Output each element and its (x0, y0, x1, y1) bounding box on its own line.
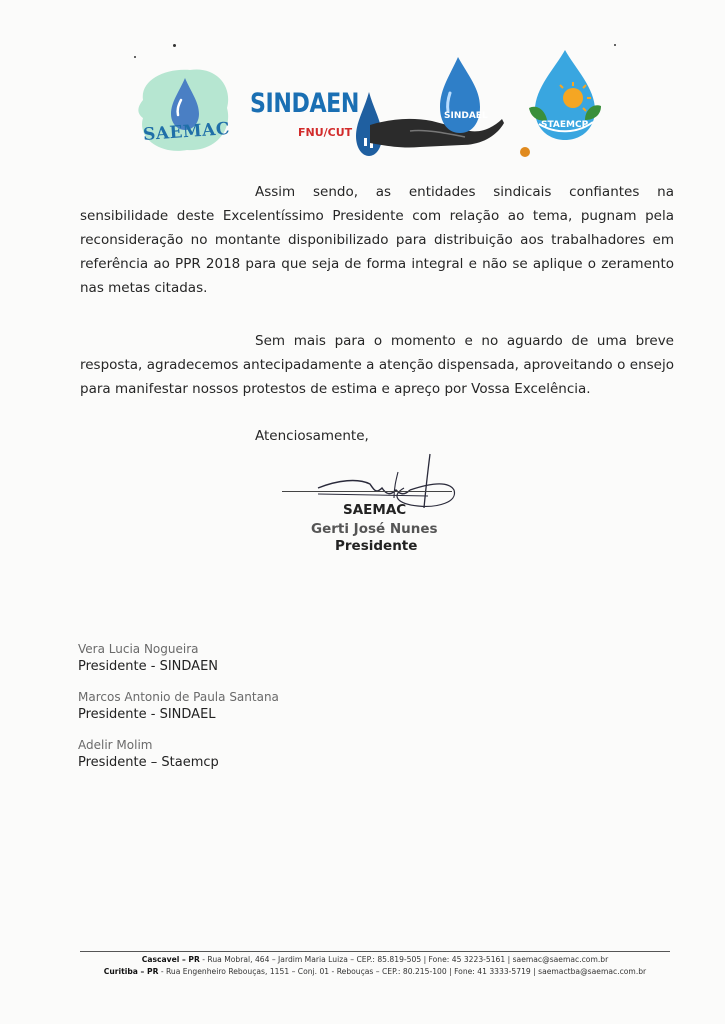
footer-address-cascavel (80, 955, 670, 964)
saemac-logo (135, 60, 235, 158)
sindael-logo (370, 53, 505, 163)
scan-speck (614, 44, 616, 46)
sindaen-fnu-cut-text: FNU/CUT (298, 126, 353, 139)
signature-line (282, 491, 452, 492)
logo-header (130, 48, 630, 168)
signature-org: SAEMAC (343, 502, 407, 518)
saemac-logo-text: SAEMAC (142, 118, 231, 146)
paragraph-2-text: Sem mais para o momento e no aguardo de uma breve resposta, agradecemos antecipadamente a atenção dispensada, aproveitando o ensejo para manifestar nossos protestos de estima e apreço por Vossa Excelência. (80, 333, 674, 397)
paragraph-1-text: Assim sendo, as entidades sindicais confiantes na sensibilidade deste Excelentíssimo Presidente com relação ao tema, pugnam pela reconsideração no montante disponibilizado para distribuição aos trabalhadores em referência ao PPR 2018 para que seja de forma integral e não se aplique o zeramento nas metas citadas. (80, 184, 674, 296)
signer-name: Vera Lucia Nogueira (78, 642, 199, 656)
signer-block (78, 640, 218, 676)
scan-speck (134, 56, 136, 58)
signer-block (78, 688, 279, 724)
signer-role: Presidente - SINDAEN (78, 659, 219, 674)
sindaen-logo-text: SINDAEN (250, 88, 360, 119)
footer-details-cascavel: - Rua Mobral, 464 – Jardim Maria Luiza – CEP.: 85.819-505 | Fone: 45 3223-5161 | saemac@saemac.com.br (199, 955, 609, 964)
signature-role: Presidente (335, 538, 418, 554)
footer-address-curitiba (80, 967, 670, 976)
signer-name: Marcos Antonio de Paula Santana (78, 690, 279, 704)
footer-city-cascavel: Cascavel – PR (141, 955, 200, 964)
signature-name: Gerti José Nunes (311, 521, 438, 537)
scan-speck (173, 44, 176, 47)
body-paragraph-2 (80, 329, 674, 401)
footer-details-curitiba: - Rua Engenheiro Rebouças, 1151 – Conj. 01 - Rebouças – CEP.: 80.215-100 | Fone: 41 3333-5719 | saemactba@saemac.com.br (158, 967, 647, 976)
staemcp-logo (515, 48, 615, 163)
body-paragraph-1 (80, 180, 674, 300)
signer-block (78, 736, 219, 772)
signer-role: Presidente – Staemcp (78, 755, 219, 770)
footer-city-curitiba: Curitiba – PR (103, 967, 159, 976)
signer-role: Presidente - SINDAEL (78, 707, 216, 722)
closing-salutation: Atenciosamente, (255, 428, 369, 444)
sindael-logo-text: SINDAEL (444, 111, 488, 121)
staemcp-logo-text: STAEMCP (541, 120, 589, 130)
signer-name: Adelir Molim (78, 738, 153, 752)
sindaen-logo (250, 78, 390, 164)
footer-divider (80, 951, 670, 952)
